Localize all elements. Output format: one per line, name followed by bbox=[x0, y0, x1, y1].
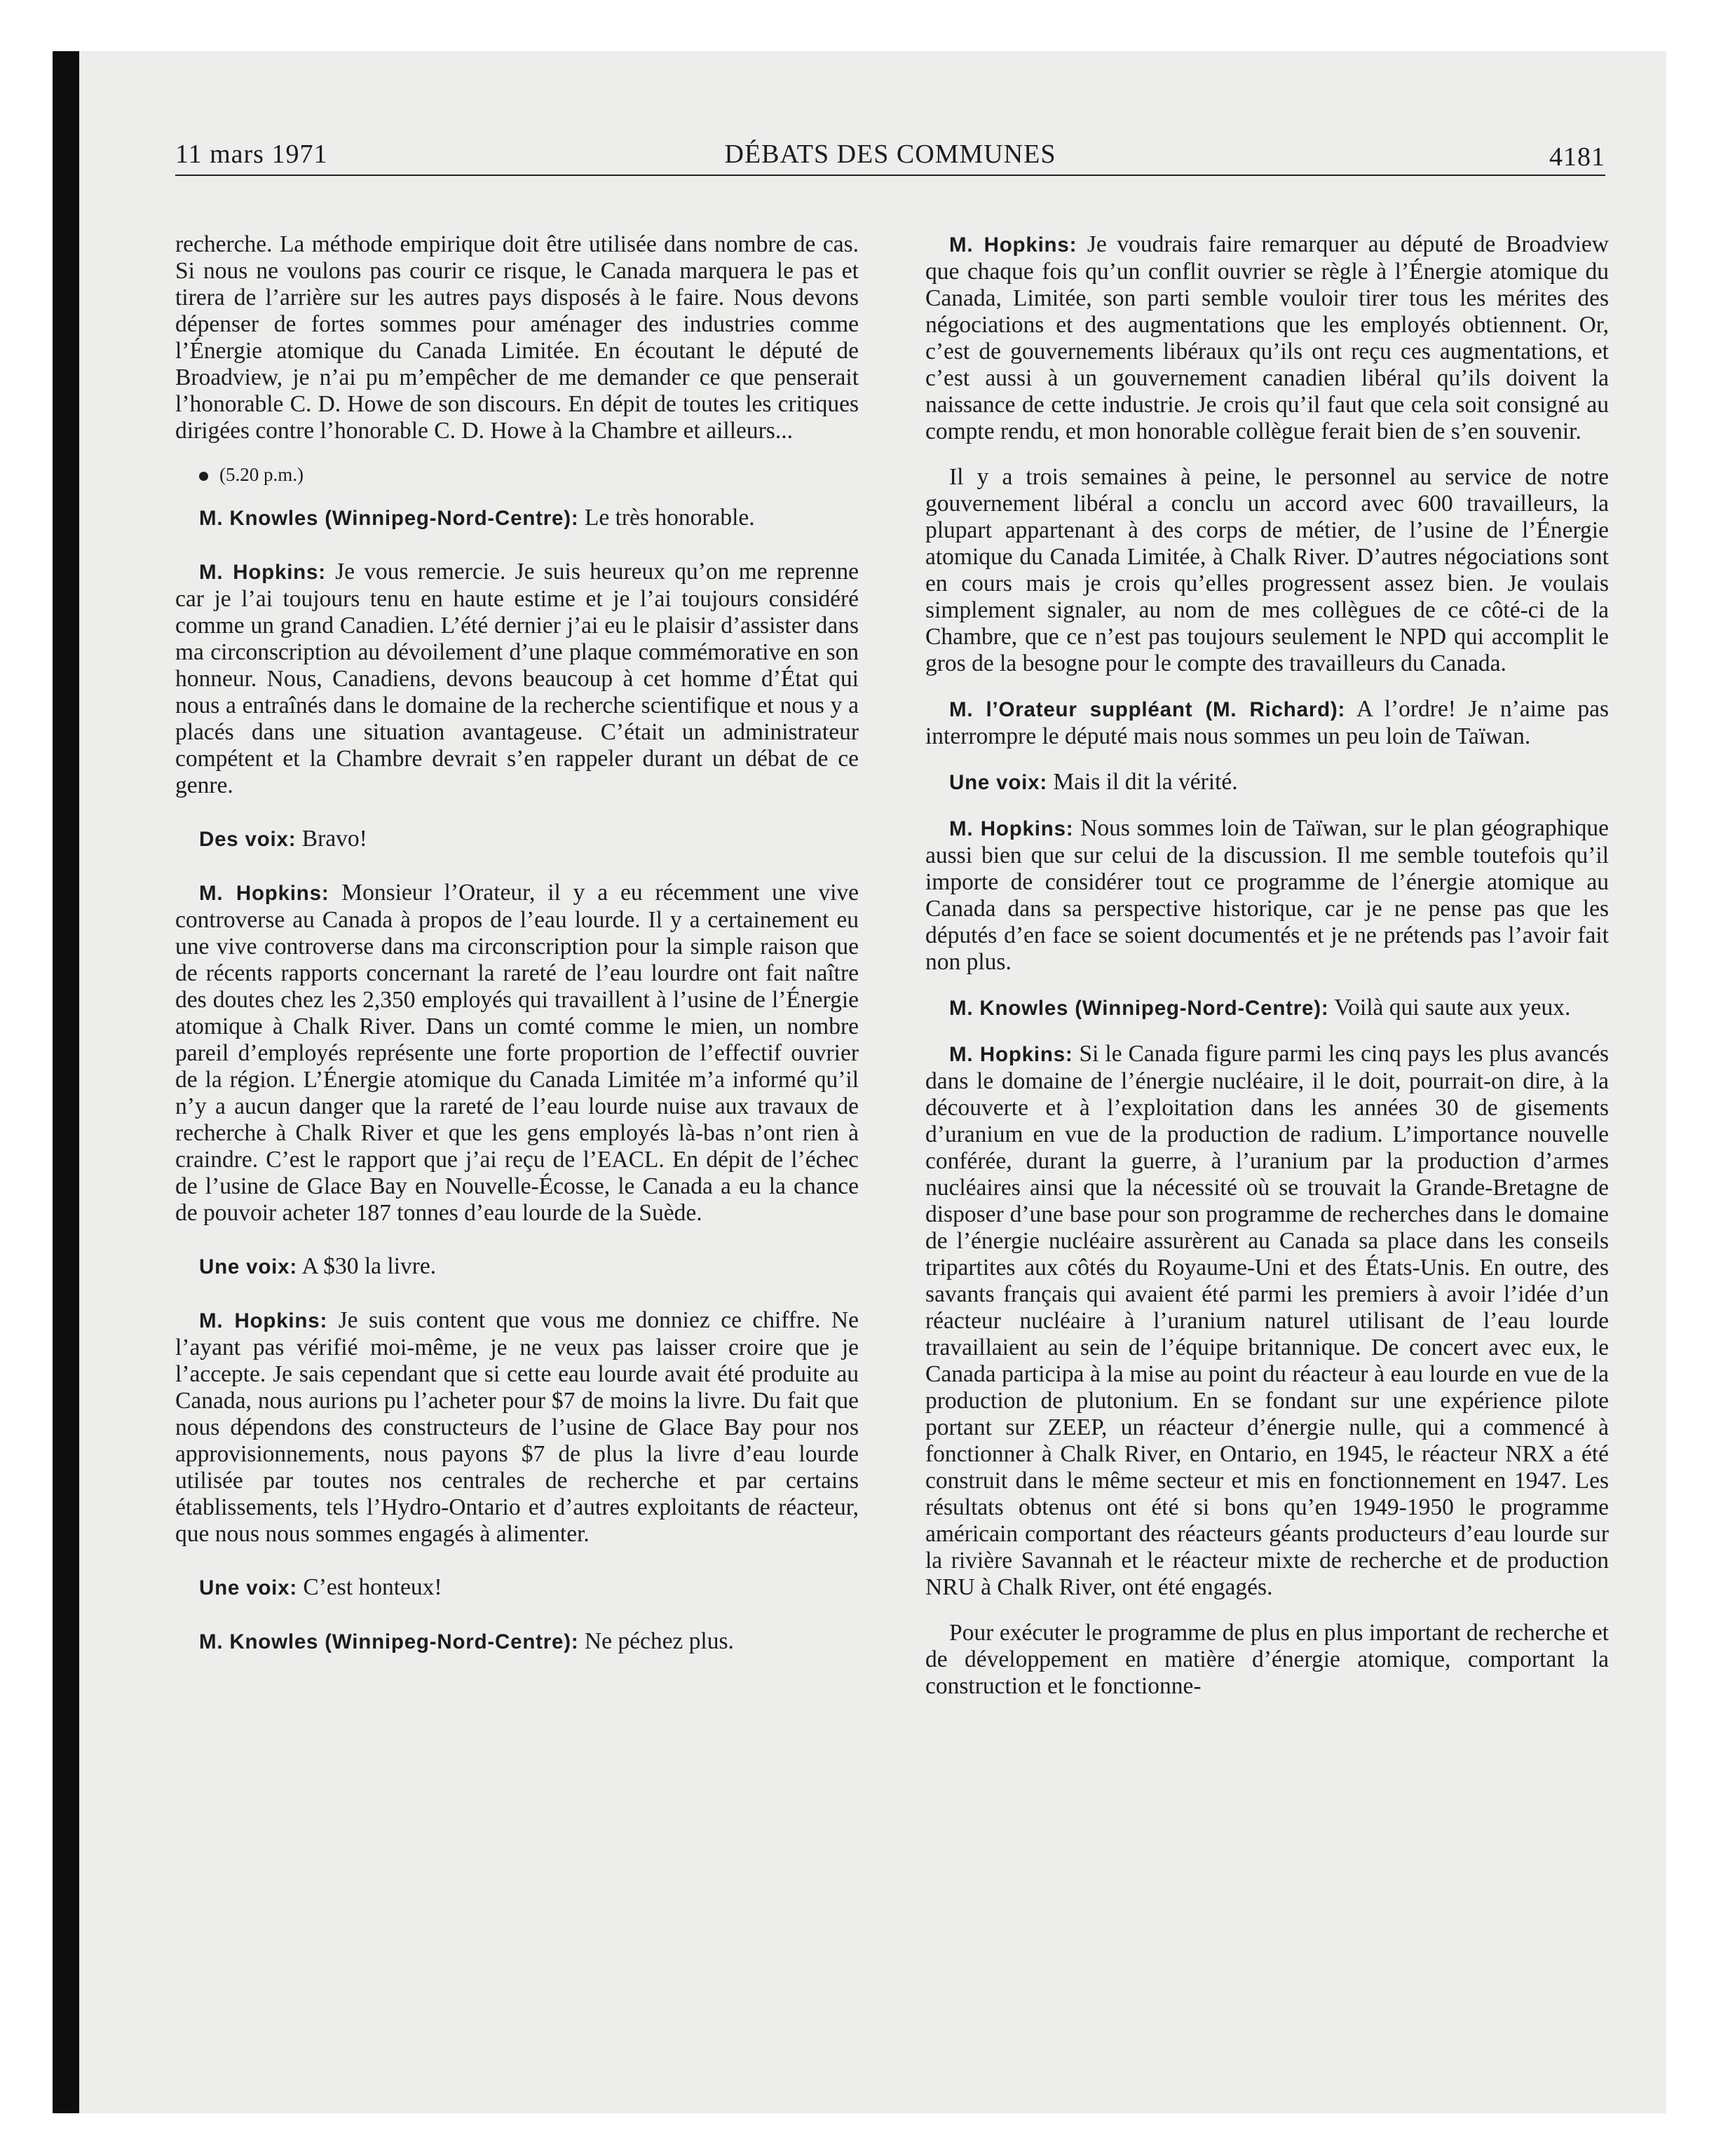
paragraph bbox=[925, 995, 1609, 1022]
paragraph bbox=[175, 505, 859, 532]
paragraph-text: recherche. La méthode empirique doit être utilisée dans nombre de cas. Si nous ne voulons pas courir ce risque, le Canada marquera le pas et tirera de l’arrière sur les autres pays disposés à le faire. Nous devons dépenser de fortes sommes pour aménager des industries comme l’Énergie atomique du Canada Limitée. En écoutant le député de Broadview, je n’ai pu m’empêcher de me demander ce que penserait l’honorable C. D. Howe de son discours. En dépit de toutes les critiques dirigées contre l’honorable C. D. Howe à la Chambre et ailleurs... bbox=[175, 231, 859, 444]
paragraph bbox=[175, 880, 859, 1227]
speaker-name: M. Hopkins: bbox=[199, 1309, 328, 1332]
bullet-icon bbox=[199, 472, 208, 481]
paragraph-text: Si le Canada figure parmi les cinq pays les plus avancés dans le domaine de l’énergie nucléaire, il le doit, pourrait-on dire, à la découverte et à l’exploitation dans les années 30 de gisements d’uranium en vue de la production de radium. L’importance nouvelle conférée, durant la guerre, à l’uranium par la production d’armes nucléaires ainsi que la nécessité où se trouvait la Grande-Bretagne de disposer d’une base pour son programme de recherches dans le domaine de l’énergie nucléaire assurèrent au Canada sa place dans les conseils tripartites aux côtés du Royaume-Uni et des États-Unis. En outre, des savants français qui avaient été parmi les premiers à avoir l’idée d’un réacteur nucléaire à l’uranium naturel utilisant de l’eau lourde travaillaient au sein de l’équipe britannique. De concert avec eux, le Canada participa à la mise au point du réacteur à eau lourde en vue de la production de plutonium. En se fondant sur une expérience pilote portant sur ZEEP, un réacteur d’énergie nulle, qui a commencé à fonctionner à Chalk River, en Ontario, en 1945, le réacteur NRX a été construit dans le même secteur et mis en fonctionnement en 1947. Les résultats obtenus ont été si bons qu’en 1949-1950 le programme américain comportant des réacteurs géants producteurs d’eau lourde sur la rivière Savannah et le réacteur mixte de recherche et de production NRU à Chalk River, ont été engagés. bbox=[925, 1041, 1610, 1600]
paragraph bbox=[925, 769, 1609, 796]
paragraph-text: Il y a trois semaines à peine, le personnel au service de notre gouvernement libéral a conclu un accord avec 600 travailleurs, la plupart appartenant à des corps de métier, de l’usine de l’Énergie atomique du Canada Limitée, à Chalk River. D’autres négociations sont en cours mais je crois qu’elles progressent assez bien. Je voulais simplement signaler, au nom de mes collègues de ce côté-ci de la Chambre, que ce n’est pas toujours seulement le NPD qui accomplit le gros de la besogne pour le compte des travailleurs du Canada. bbox=[925, 464, 1609, 676]
paragraph-text: Je voudrais faire remarquer au député de Broadview que chaque fois qu’un conflit ouvrier se règle à l’Énergie atomique du Canada, Limitée, son parti semble vouloir tirer tous les mérites des négociations et des augmentations que les employés obtiennent. Or, c’est de gouvernements libéraux qu’ils ont reçu ces augmentations, et c’est aussi à un gouvernement canadien libéral qu’ils doivent la naissance de cette industrie. Je crois qu’il faut que cela soit consigné au compte rendu, et mon honorable collègue ferait bien de s’en souvenir. bbox=[925, 231, 1609, 444]
paragraph bbox=[175, 1307, 859, 1548]
timestamp bbox=[175, 463, 859, 486]
right-column bbox=[925, 231, 1609, 1719]
header-title: DÉBATS DES COMMUNES bbox=[724, 139, 1056, 169]
left-column bbox=[175, 231, 859, 1674]
speaker-name: M. Hopkins: bbox=[199, 882, 329, 905]
document-page bbox=[175, 137, 1610, 2071]
paragraph-text: C’est honteux! bbox=[303, 1574, 442, 1600]
paragraph bbox=[925, 696, 1609, 750]
speaker-name: M. Hopkins: bbox=[949, 1043, 1073, 1066]
paragraph bbox=[925, 464, 1609, 677]
speaker-name: M. Hopkins: bbox=[199, 561, 326, 584]
speaker-name: M. l’Orateur suppléant (M. Richard): bbox=[949, 698, 1346, 721]
paragraph bbox=[175, 559, 859, 799]
paragraph-text: Pour exécuter le programme de plus en plus important de recherche et de développement en matière d’énergie atomique, comportant la construction et le fonctionne- bbox=[925, 1620, 1609, 1699]
paragraph bbox=[175, 826, 859, 853]
binding-edge bbox=[53, 51, 79, 2113]
page-number: 4181 bbox=[1549, 142, 1605, 172]
paragraph-text: A l’ordre! Je n’aime pas interrompre le député mais nous sommes un peu loin de Taïwan. bbox=[925, 696, 1610, 749]
paragraph bbox=[175, 1574, 859, 1602]
paragraph bbox=[925, 231, 1609, 445]
speaker-name: Une voix: bbox=[199, 1576, 297, 1599]
paragraph bbox=[925, 815, 1609, 976]
paragraph bbox=[925, 1041, 1609, 1601]
speaker-name: Des voix: bbox=[199, 828, 297, 851]
paragraph-text: Voilà qui saute aux yeux. bbox=[1334, 995, 1571, 1021]
paragraph-text: Je vous remercie. Je suis heureux qu’on me reprenne car je l’ai toujours tenu en haute estime et je l’ai toujours considéré comme un grand Canadien. L’été dernier j’ai eu le plaisir d’assister dans ma circonscription au dévoilement d’une plaque commémorative en son honneur. Nous, Canadiens, devons beaucoup à cet homme d’État qui nous a entraînés dans le domaine de la recherche scientifique et nous y a placés dans une situation avantageuse. C’était un administrateur compétent et la Chambre devrait s’en rappeler durant un débat de ce genre. bbox=[175, 559, 859, 798]
paragraph-text: A $30 la livre. bbox=[301, 1253, 437, 1279]
paragraph bbox=[175, 1628, 859, 1656]
paragraph bbox=[175, 1253, 859, 1281]
speaker-name: M. Hopkins: bbox=[949, 817, 1074, 840]
running-header bbox=[175, 137, 1605, 176]
paragraph-text: Le très honorable. bbox=[584, 505, 755, 531]
paragraph-text: Bravo! bbox=[301, 826, 367, 852]
speaker-name: M. Knowles (Winnipeg-Nord-Centre): bbox=[949, 997, 1329, 1020]
paragraph-text: Monsieur l’Orateur, il y a eu récemment une vive controverse au Canada à propos de l’eau lourde. Il y a certainement eu une vive controverse dans ma circonscription pour la simple raison que de récents rapports concernant la rareté de l’eau lourdre ont fait naître des doutes chez les 2,350 employés qui travaillent à l’usine de l’Énergie atomique à Chalk River. Dans un comté comme le mien, un nombre pareil d’employés représente une forte proportion de l’effectif ouvrier de la région. L’Énergie atomique du Canada Limitée m’a informé qu’il n’y a aucun danger que la rareté de l’eau lourde nuise aux travaux de recherche à Chalk River et que les gens employés là-bas n’ont rien à craindre. C’est le rapport que j’ai reçu de l’EACL. En dépit de l’échec de l’usine de Glace Bay en Nouvelle-Écosse, le Canada a eu la chance de pouvoir acheter 187 tonnes d’eau lourde de la Suède. bbox=[175, 880, 859, 1226]
header-date: 11 mars 1971 bbox=[175, 139, 328, 169]
paragraph bbox=[175, 231, 859, 444]
paragraph-text: Nous sommes loin de Taïwan, sur le plan géographique aussi bien que sur celui de la discussion. Il me semble toutefois qu’il importe de considérer tout ce programme de l’énergie atomique au Canada dans sa perspective historique, car je ne pense pas que les députés d’en face se soient documentés et je ne prétends pas l’avoir fait non plus. bbox=[925, 815, 1609, 975]
speaker-name: M. Hopkins: bbox=[949, 233, 1077, 257]
speaker-name: Une voix: bbox=[949, 771, 1047, 794]
paragraph-text: Je suis content que vous me donniez ce chiffre. Ne l’ayant pas vérifié moi-même, je ne veux pas laisser croire que je l’accepte. Je sais cependant que si cette eau lourde avait été produite au Canada, nous aurions pu l’acheter pour $7 de moins la livre. Du fait que nous dépendons des constructeurs de l’usine de Glace Bay pour nos approvisionnements, nous payons $7 de plus la livre d’eau lourde utilisée par toutes nos centrales de recherche et par certains établissements, tels l’Hydro-Ontario et d’autres exploitants de réacteur, que nous nous sommes engagés à alimenter. bbox=[175, 1307, 859, 1547]
speaker-name: M. Knowles (Winnipeg-Nord-Centre): bbox=[199, 507, 579, 530]
paragraph-text: Ne péchez plus. bbox=[584, 1628, 734, 1654]
speaker-name: Une voix: bbox=[199, 1255, 297, 1278]
paragraph-text: Mais il dit la vérité. bbox=[1053, 769, 1238, 795]
speaker-name: M. Knowles (Winnipeg-Nord-Centre): bbox=[199, 1630, 579, 1653]
timestamp-text: (5.20 p.m.) bbox=[219, 464, 304, 485]
paragraph bbox=[925, 1620, 1609, 1700]
